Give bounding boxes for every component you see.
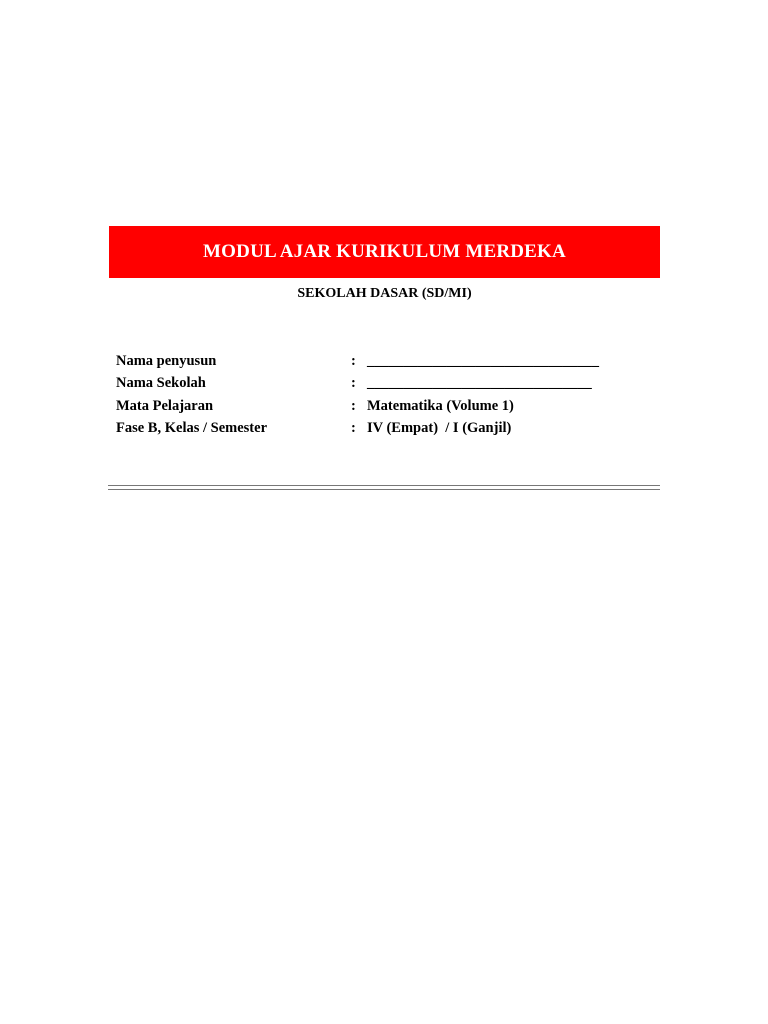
title-banner: [109, 226, 660, 278]
info-label: Nama Sekolah: [116, 375, 206, 392]
info-separator: :: [351, 353, 356, 369]
info-table: [116, 350, 656, 439]
document-title: MODUL AJAR KURIKULUM MERDEKA: [203, 241, 566, 262]
info-label: Fase B, Kelas / Semester: [116, 419, 268, 436]
info-value: IV (Empat) / I (Ganjil): [367, 419, 512, 436]
info-separator: :: [351, 375, 356, 392]
info-row-nama-penyusun: [116, 350, 656, 372]
document-subtitle: SEKOLAH DASAR (SD/MI): [297, 286, 472, 301]
info-value-blank: ________________________________: [367, 353, 599, 369]
info-separator: :: [351, 397, 356, 414]
double-rule-divider: [108, 485, 660, 490]
info-value: Matematika (Volume 1): [367, 397, 514, 414]
info-value-blank: _______________________________: [367, 375, 592, 392]
info-row-mata-pelajaran: [116, 395, 656, 417]
info-separator: :: [351, 419, 356, 436]
info-label: Nama penyusun: [116, 353, 217, 369]
info-row-fase-kelas-semester: [116, 417, 656, 439]
info-row-nama-sekolah: [116, 372, 656, 394]
info-label: Mata Pelajaran: [116, 397, 214, 414]
